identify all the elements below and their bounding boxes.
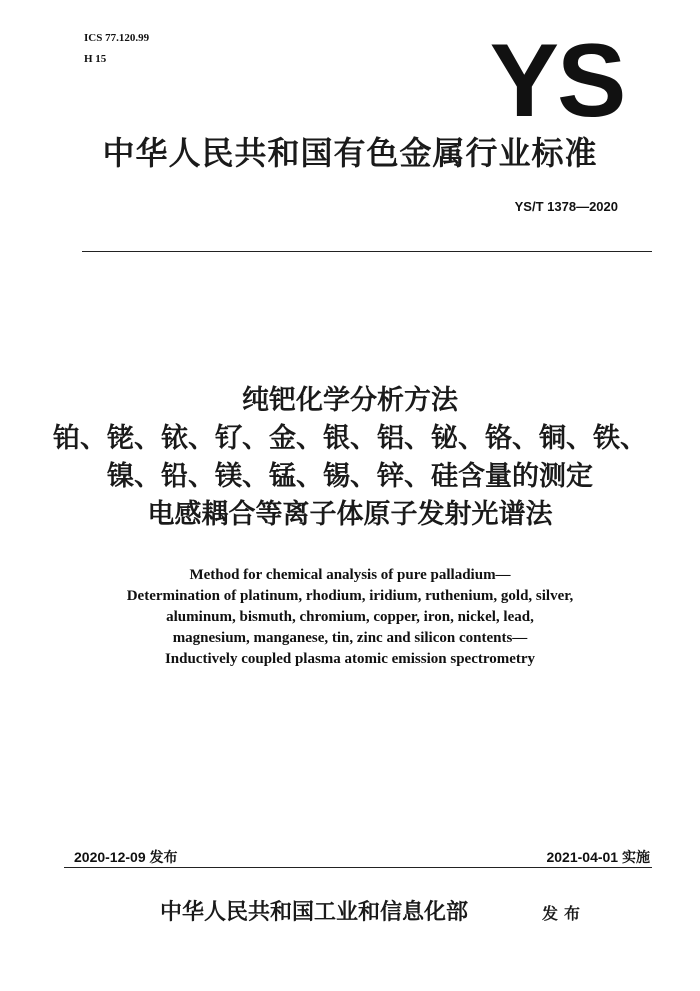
implementation-date: 2021-04-01 实施 — [546, 849, 650, 865]
ccs-code: H 15 — [84, 53, 107, 65]
bottom-divider — [64, 867, 652, 868]
organization-title: 中华人民共和国有色金属行业标准 — [102, 134, 598, 172]
title-en-line: Determination of platinum, rhodium, iridium, ruthenium, gold, silver, — [126, 588, 574, 604]
issue-date: 2020-12-09 发布 — [74, 849, 178, 865]
title-en-line: magnesium, manganese, tin, zinc and silicon contents— — [172, 630, 528, 646]
publish-label: 发布 — [542, 904, 587, 923]
top-divider — [82, 251, 652, 252]
title-en-line: Inductively coupled plasma atomic emission spectrometry — [164, 651, 536, 667]
title-en-line: Method for chemical analysis of pure palladium— — [189, 567, 511, 583]
title-zh-line: 镍、铅、镁、锰、锡、锌、硅含量的测定 — [107, 461, 593, 492]
title-zh-line: 铂、铑、铱、钌、金、银、铝、铋、铬、铜、铁、 — [53, 423, 647, 454]
english-title — [0, 565, 700, 670]
standard-number: YS/T 1378—2020 — [514, 199, 618, 214]
classification-codes — [84, 28, 149, 70]
title-zh-line: 电感耦合等离子体原子发射光谱法 — [147, 499, 553, 530]
ys-logo-text: YS — [489, 32, 625, 124]
ys-logo — [482, 32, 632, 124]
ics-code: ICS 77.120.99 — [84, 32, 150, 44]
publisher-name: 中华人民共和国工业和信息化部 — [160, 900, 469, 925]
chinese-title — [0, 382, 700, 534]
title-en-line: aluminum, bismuth, chromium, copper, iron, nickel, lead, — [166, 609, 534, 625]
title-zh-line: 纯钯化学分析方法 — [242, 385, 458, 416]
